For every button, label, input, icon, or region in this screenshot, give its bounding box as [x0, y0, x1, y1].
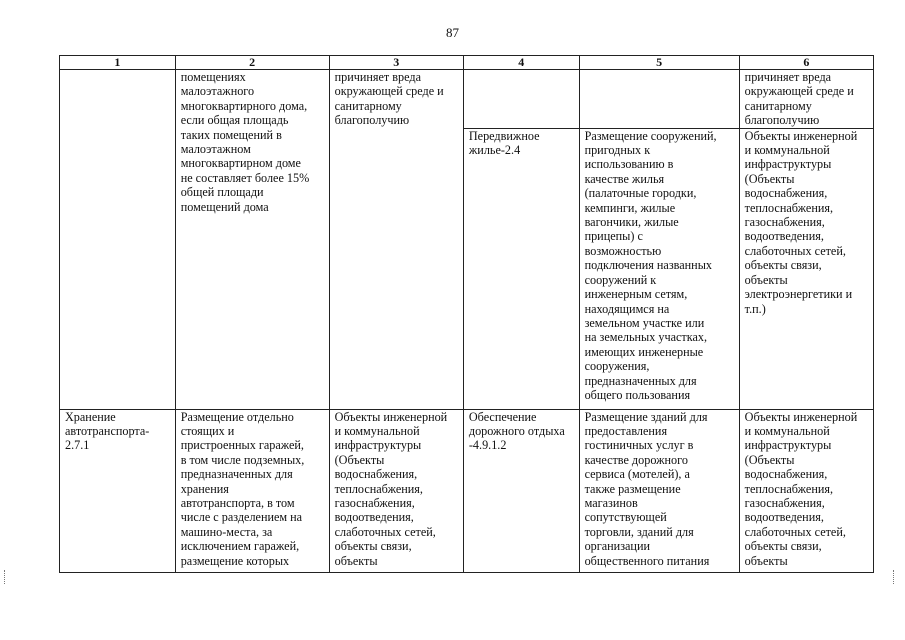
column-header-6: 6 — [739, 56, 873, 70]
column-header-2: 2 — [175, 56, 329, 70]
column-header-3: 3 — [329, 56, 463, 70]
column-header-5: 5 — [579, 56, 739, 70]
cell-text: причиняет вреда окружающей среде и санитарному благополучию — [744, 70, 854, 128]
table-cell — [739, 409, 873, 572]
binding-mark-right — [893, 570, 900, 584]
cell-text: помещениях малоэтажного многоквартирного дома, если общая площадь таких помещений в малоэтажном многоквартирном доме не составляет более 15% общей площади помещений дома — [180, 70, 310, 214]
table-cell — [175, 409, 329, 572]
cell-text: Хранение автотранспорта- 2.7.1 — [65, 409, 150, 453]
page-number: 87 — [446, 25, 459, 40]
table-cell — [60, 70, 176, 410]
column-header-1: 1 — [60, 56, 176, 70]
table-cell — [463, 409, 579, 572]
cell-text: причиняет вреда окружающей среде и санитарному благополучию — [334, 70, 444, 128]
table-cell — [739, 128, 873, 409]
table-cell — [579, 70, 739, 129]
table-cell — [463, 70, 579, 129]
binding-mark-left — [4, 570, 11, 584]
table-cell — [175, 70, 329, 410]
cell-text: Размещение сооружений, пригодных к использованию в качестве жилья (палаточные городки, кемпинги, жилые вагончики, жилые прицепы) с возможностью подключения названных сооружений к инженерным сетям, находящимся на земельном участке или на земельных участках, имеющих инженерные сооружения, предназначенных для общего пользования — [584, 128, 717, 402]
cell-text: Объекты инженерной и коммунальной инфраструктуры (Объекты водоснабжения, теплоснабжения, газоснабжения, водоотведения, слаботочных сетей, объекты связи, объекты — [744, 409, 858, 568]
table-cell — [329, 70, 463, 410]
table-cell — [60, 409, 176, 572]
land-use-table — [59, 55, 874, 573]
cell-text: Размещение зданий для предоставления гостиничных услуг в качестве дорожного сервиса (мотелей), а также размещение магазинов сопутствующей торговли, зданий для организации общественного питания — [584, 409, 710, 568]
cell-text: Обеспечение дорожного отдыха -4.9.1.2 — [468, 409, 565, 453]
table-cell — [329, 409, 463, 572]
table-row — [60, 70, 874, 129]
table-cell — [579, 128, 739, 409]
column-header-4: 4 — [463, 56, 579, 70]
table-cell — [579, 409, 739, 572]
cell-text: Объекты инженерной и коммунальной инфраструктуры (Объекты водоснабжения, теплоснабжения, газоснабжения, водоотведения, слаботочных сетей, объекты связи, объекты — [334, 409, 448, 568]
cell-text: Объекты инженерной и коммунальной инфраструктуры (Объекты водоснабжения, теплоснабжения, газоснабжения, водоотведения, слаботочных сетей, объекты связи, объекты электроэнергетики и т.п.) — [744, 128, 858, 316]
table-row — [60, 409, 874, 572]
cell-text: Передвижное жилье-2.4 — [468, 128, 540, 158]
table-header-row — [60, 56, 874, 70]
table-cell — [739, 70, 873, 129]
cell-text: Размещение отдельно стоящих и пристроенных гаражей, в том числе подземных, предназначенных для хранения автотранспорта, в том числе с разделением на машино-места, за исключением гаражей, размещение которых — [180, 409, 305, 568]
table-cell — [463, 128, 579, 409]
